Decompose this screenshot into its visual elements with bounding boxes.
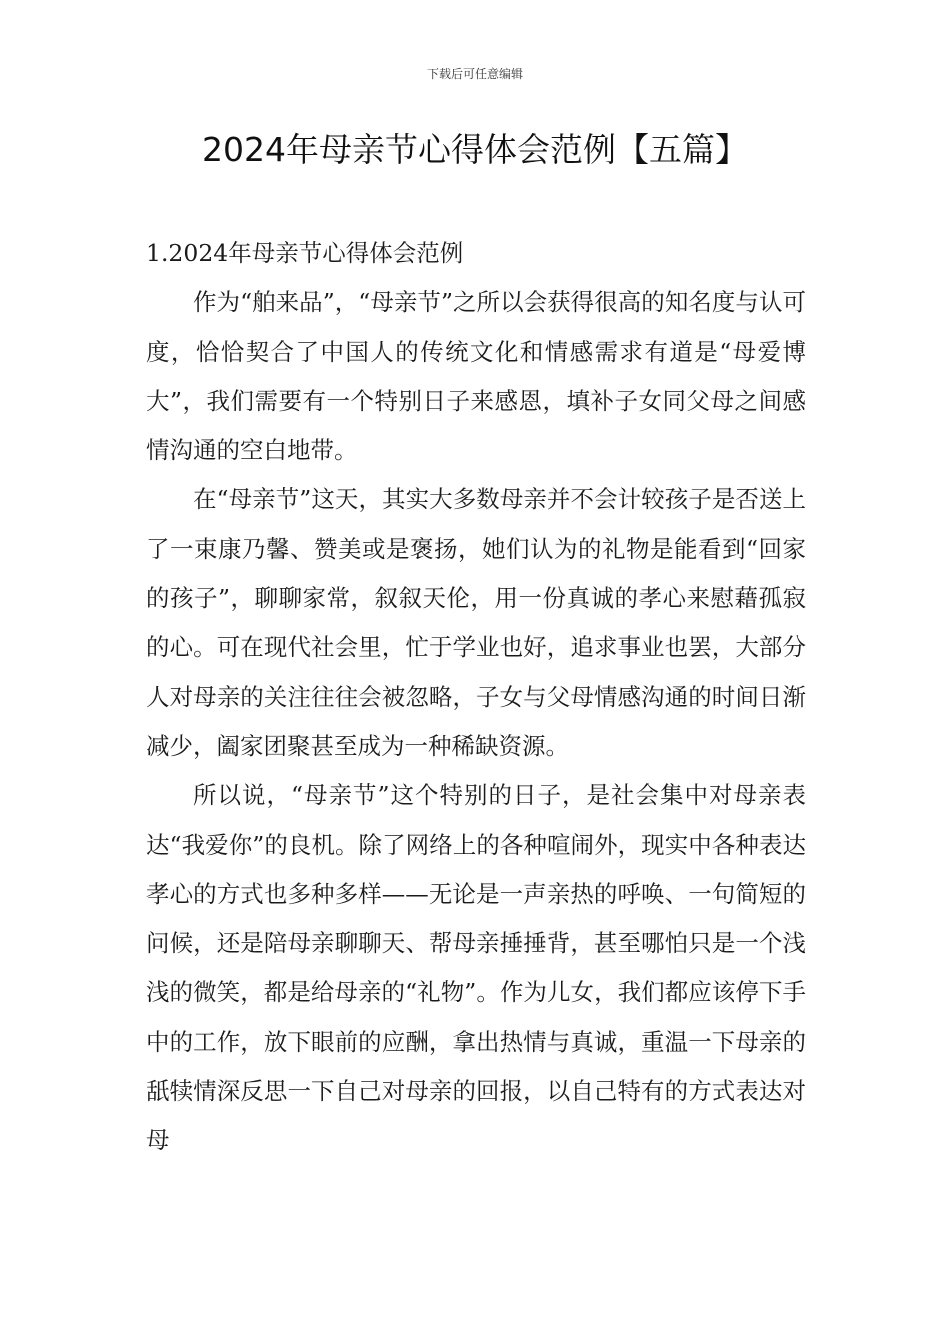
paragraph-1: 作为“舶来品”，“母亲节”之所以会获得很高的知名度与认可度，恰恰契合了中国人的传统文化和情感需求有道是“母爱博大”，我们需要有一个特别日子来感恩，填补子女同父母之间感情沟通的空白地带。 — [146, 288, 806, 465]
section-heading: 1.2024年母亲节心得体会范例 — [146, 239, 464, 267]
document-body — [146, 229, 806, 1166]
document-title: 2024年母亲节心得体会范例【五篇】 — [202, 130, 748, 169]
paragraph-2: 在“母亲节”这天，其实大多数母亲并不会计较孩子是否送上了一束康乃馨、赞美或是褒扬，她们认为的礼物是能看到“回家的孩子”，聊聊家常，叙叙天伦，用一份真诚的孝心来慰藉孤寂的心。可在现代社会里，忙于学业也好，追求事业也罢，大部分人对母亲的关注往往会被忽略，子女与父母情感沟通的时间日渐减少，阖家团聚甚至成为一种稀缺资源。 — [146, 485, 806, 760]
header-note: 下载后可任意编辑 — [426, 67, 523, 81]
paragraph-3: 所以说，“母亲节”这个特别的日子，是社会集中对母亲表达“我爱你”的良机。除了网络上的各种喧闹外，现实中各种表达孝心的方式也多种多样——无论是一声亲热的呼唤、一句简短的问候，还是陪母亲聊聊天、帮母亲捶捶背，甚至哪怕只是一个浅浅的微笑，都是给母亲的“礼物”。作为儿女，我们都应该停下手中的工作，放下眼前的应酬，拿出热情与真诚，重温一下母亲的舐犊情深反思一下自己对母亲的回报，以自己特有的方式表达对母 — [146, 781, 806, 1155]
